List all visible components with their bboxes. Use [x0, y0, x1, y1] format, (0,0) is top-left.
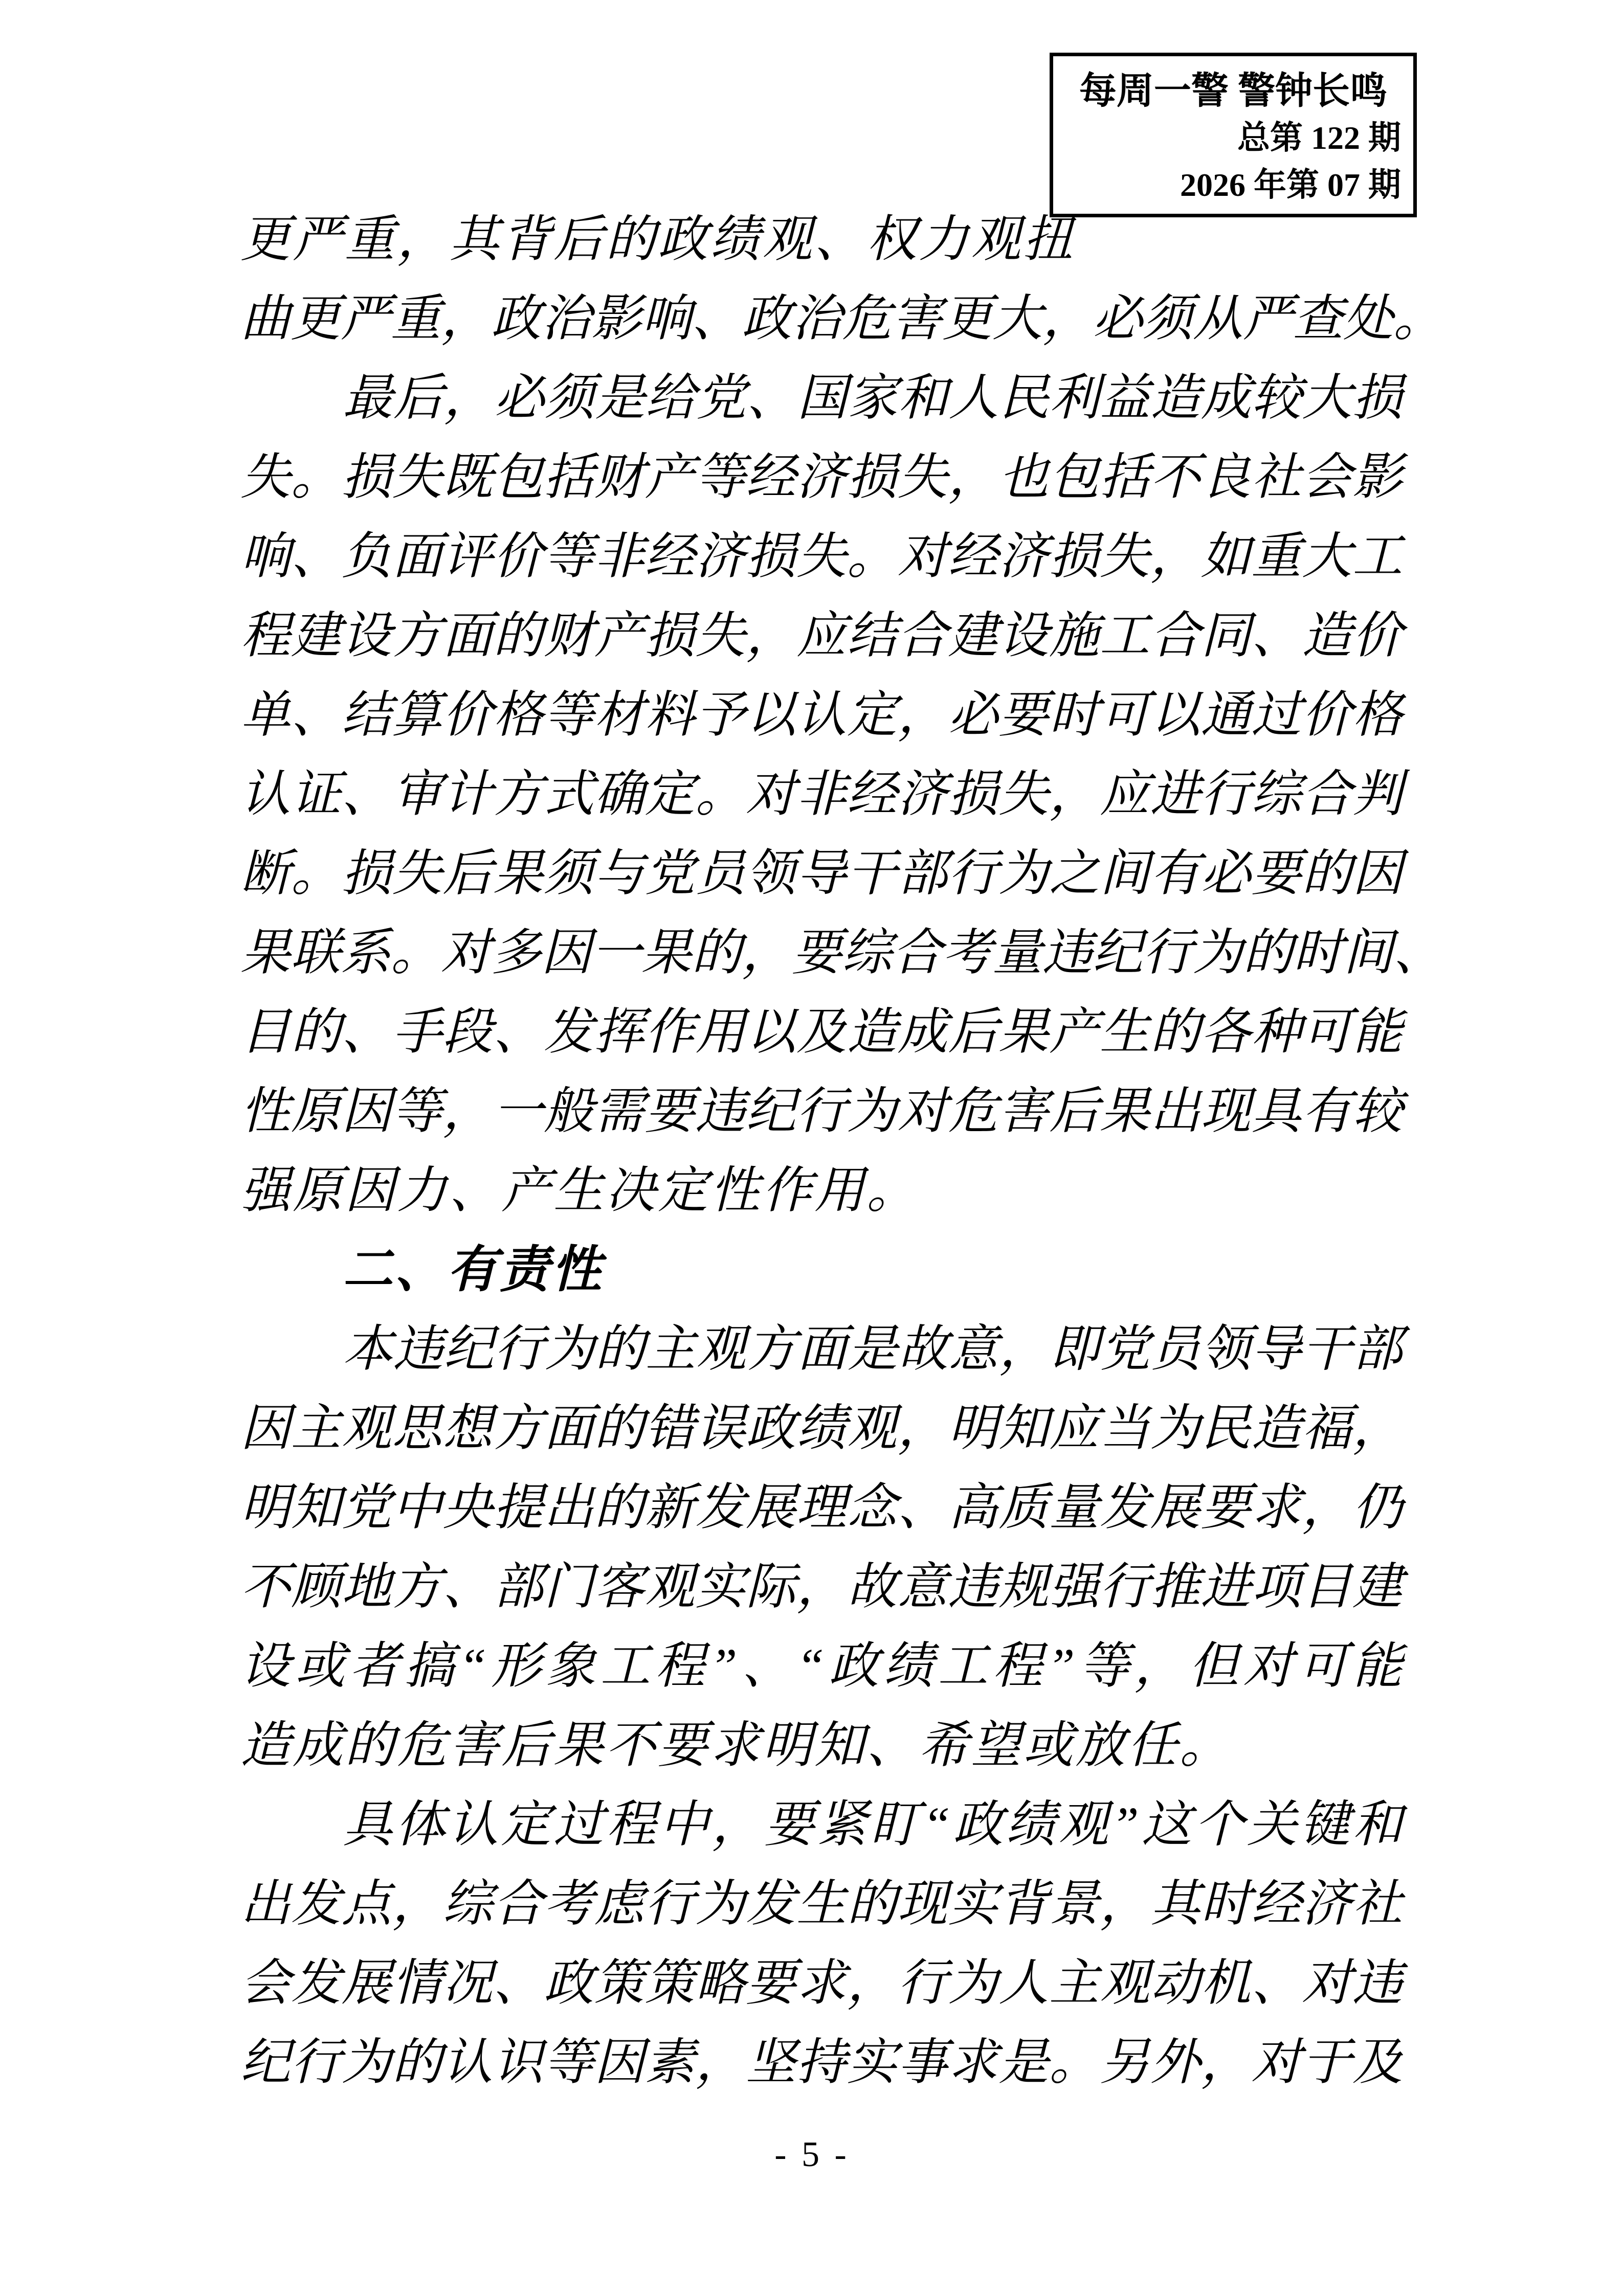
text-line: 更严重，其背后的政绩观、权力观扭	[240, 212, 1076, 267]
text-line: 性原因等，一般需要违纪行为对危害后果出现具有较	[240, 1084, 1403, 1139]
document-body	[240, 200, 1444, 2103]
masthead-box	[1050, 53, 1417, 217]
text-line: 最后，必须是给党、国家和人民利益造成较大损	[343, 371, 1403, 426]
masthead-issue-year: 2026 年第 07 期	[1180, 167, 1401, 203]
text-line: 强原因力、产生决定性作用。	[240, 1163, 919, 1219]
text-line: 会发展情况、政策策略要求，行为人主观动机、对违	[240, 1956, 1403, 2011]
page-number: - 5 -	[774, 2135, 850, 2174]
text-line: 失。损失既包括财产等经济损失，也包括不良社会影	[240, 450, 1403, 505]
text-line: 不顾地方、部门客观实际，故意违规强行推进项目建	[240, 1560, 1403, 1615]
masthead-issue-total: 总第 122 期	[1237, 120, 1401, 156]
text-line: 本违纪行为的主观方面是故意，即党员领导干部	[343, 1322, 1403, 1377]
masthead-title: 每周一警 警钟长鸣	[1079, 70, 1388, 111]
text-line: 出发点，综合考虑行为发生的现实背景，其时经济社	[240, 1877, 1403, 1932]
text-line: 曲更严重，政治影响、政治危害更大，必须从严查处。	[240, 291, 1444, 347]
text-line: 单、结算价格等材料予以认定，必要时可以通过价格	[240, 688, 1403, 743]
text-line: 果联系。对多因一果的，要综合考量违纪行为的时间、	[240, 926, 1444, 981]
text-line: 具体认定过程中，要紧盯“政绩观”这个关键和	[343, 1797, 1403, 1853]
text-line: 程建设方面的财产损失，应结合建设施工合同、造价	[240, 609, 1403, 664]
text-line: 明知党中央提出的新发展理念、高质量发展要求，仍	[240, 1480, 1403, 1536]
text-line: 断。损失后果须与党员领导干部行为之间有必要的因	[240, 846, 1403, 902]
text-line: 设或者搞“形象工程”、“政绩工程”等，但对可能	[240, 1639, 1403, 1694]
section-heading: 二、有责性	[343, 1243, 604, 1298]
text-line: 响、负面评价等非经济损失。对经济损失，如重大工	[240, 529, 1403, 584]
text-line: 造成的危害后果不要求明知、希望或放任。	[240, 1718, 1232, 1773]
text-line: 纪行为的认识等因素，坚持实事求是。另外，对于及	[240, 2035, 1403, 2090]
text-line: 认证、审计方式确定。对非经济损失，应进行综合判	[240, 767, 1403, 822]
text-line: 因主观思想方面的错误政绩观，明知应当为民造福，	[240, 1401, 1403, 1456]
text-line: 目的、手段、发挥作用以及造成后果产生的各种可能	[240, 1005, 1403, 1060]
